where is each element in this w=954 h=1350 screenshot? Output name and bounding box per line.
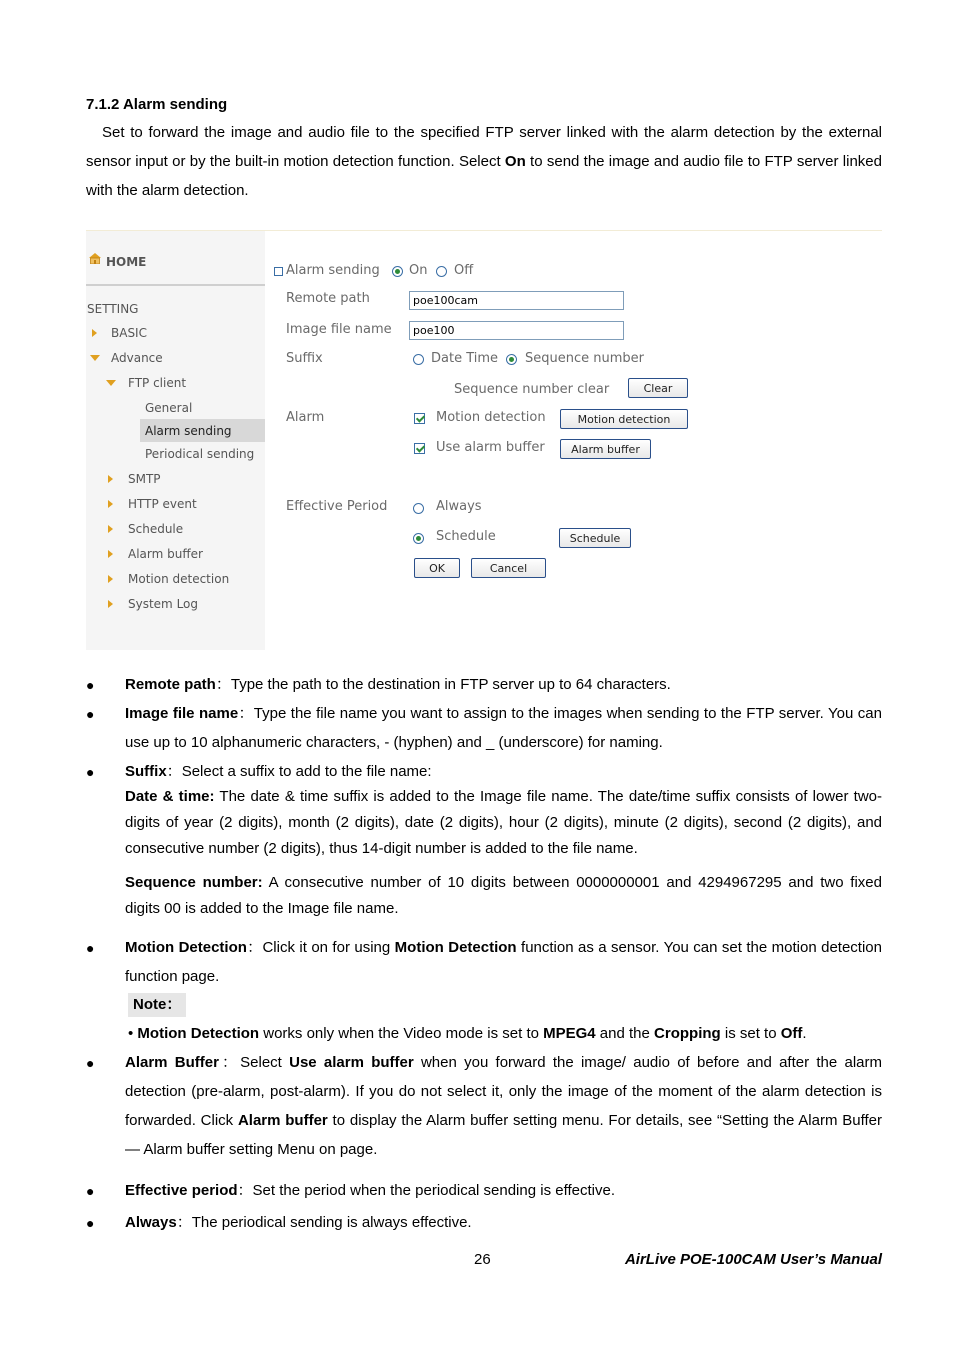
schedule-button[interactable]: Schedule <box>559 528 631 548</box>
settings-sidebar <box>86 231 265 650</box>
sidebar-item-advance[interactable]: Advance <box>111 351 163 365</box>
term: Alarm Buffer <box>125 1054 219 1071</box>
sequence-clear-label: Sequence number clear <box>454 382 610 397</box>
bullet-icon: ● <box>86 940 95 956</box>
expand-arrow-icon <box>108 475 113 483</box>
description-text: A consecutive number of 10 digits between 0000000001 and 4294967295 and two fixed digits 00 is added to the Image file name. <box>125 874 882 917</box>
bullet-icon: ● <box>86 677 95 693</box>
image-file-name-label: Image file name <box>286 322 392 337</box>
bullet-icon: ● <box>86 1055 95 1071</box>
cancel-button[interactable]: Cancel <box>471 558 546 578</box>
term: Effective period <box>125 1182 238 1199</box>
sidebar-home[interactable]: HOME <box>106 255 147 269</box>
effective-schedule-label: Schedule <box>436 529 496 544</box>
intro-paragraph <box>86 118 882 205</box>
separator: ： <box>238 705 254 722</box>
bold-term: Motion Detection <box>394 939 517 956</box>
sidebar-divider <box>86 284 265 286</box>
bullet-icon: ● <box>86 764 95 780</box>
sidebar-item-motion-detection[interactable]: Motion detection <box>128 572 230 586</box>
description-text: Type the path to the destination in FTP server up to 64 characters. <box>230 676 671 693</box>
sequence-number-description <box>125 870 882 922</box>
term: Motion Detection <box>125 939 247 956</box>
note-text <box>128 1019 882 1048</box>
collapse-arrow-icon <box>106 380 116 386</box>
description-text: Type the file name you want to assign to the images when sending to the FTP server. You can use up to 10 alphanumeric characters, - (hyphen) and _ (underscore) for naming. <box>125 705 882 751</box>
expand-arrow-icon <box>108 575 113 583</box>
separator: ： <box>215 676 231 693</box>
page-number: 26 <box>474 1251 491 1268</box>
image-file-name-input[interactable]: poe100 <box>409 321 624 340</box>
sidebar-setting-heading: SETTING <box>87 302 139 316</box>
bold-term: Motion Detection <box>137 1025 260 1042</box>
sidebar-item-general[interactable]: General <box>145 401 193 415</box>
description-text: Select <box>240 1054 290 1071</box>
term: Image file name <box>125 705 239 722</box>
separator: ： <box>237 1182 253 1199</box>
manual-title: AirLive POE-100CAM User’s Manual <box>624 1251 882 1268</box>
expand-arrow-icon <box>92 329 97 337</box>
motion-detection-checkbox[interactable] <box>414 413 425 424</box>
separator: ： <box>176 1214 192 1231</box>
alarm-sending-label: Alarm sending <box>286 263 380 278</box>
date-time-description <box>125 784 882 862</box>
alarm-sending-off-radio[interactable] <box>436 266 447 277</box>
suffix-date-time-radio[interactable] <box>413 354 424 365</box>
intro-text-2: to send the image and audio file to FTP server linked with the alarm detection. <box>86 153 882 199</box>
expand-arrow-icon <box>108 600 113 608</box>
effective-always-label: Always <box>436 499 482 514</box>
note-segment: works only when the Video mode is set to <box>259 1025 544 1042</box>
expand-arrow-icon <box>108 525 113 533</box>
effective-schedule-radio[interactable] <box>413 533 424 544</box>
separator: ： <box>218 1054 241 1071</box>
sidebar-item-alarm-buffer[interactable]: Alarm buffer <box>128 547 203 561</box>
alarm-sending-off-label: Off <box>454 263 474 278</box>
description-text: Set the period when the periodical sending is effective. <box>252 1182 616 1199</box>
note-segment: and the <box>595 1025 655 1042</box>
separator: ： <box>166 763 182 780</box>
note-segment: is set to <box>720 1025 781 1042</box>
bullet-icon: ● <box>86 706 95 722</box>
term: Always <box>125 1214 177 1231</box>
intro-text-1: Set to forward the image and audio file to the specified FTP server linked with the alarm detection by the external sensor input or by the built-in motion detection function. Select <box>86 124 882 170</box>
collapse-arrow-icon <box>90 355 100 361</box>
sidebar-item-ftp-client[interactable]: FTP client <box>128 376 187 390</box>
description-text: to display the Alarm buffer setting menu. For details, see “Setting the Alarm Buffer — Alarm buffer setting Menu on page. <box>125 1112 883 1158</box>
alarm-buffer-description <box>125 1048 882 1164</box>
sidebar-item-basic[interactable]: BASIC <box>111 326 147 340</box>
description-text: Select a suffix to add to the file name: <box>181 763 432 780</box>
motion-detection-description <box>125 933 882 991</box>
sidebar-item-periodical-sending[interactable]: Periodical sending <box>145 447 255 461</box>
section-heading: 7.1.2 Alarm sending <box>86 96 228 113</box>
suffix-label: Suffix <box>286 351 323 366</box>
motion-detection-button[interactable]: Motion detection <box>560 409 688 429</box>
effective-period-description <box>125 1176 882 1205</box>
bold-term: Use alarm buffer <box>289 1054 414 1071</box>
sidebar-item-alarm-sending[interactable]: Alarm sending <box>145 424 232 438</box>
suffix-sequence-number-radio[interactable] <box>506 354 517 365</box>
home-icon <box>88 253 102 264</box>
alarm-sending-on-radio[interactable] <box>392 266 403 277</box>
alarm-buffer-button[interactable]: Alarm buffer <box>560 439 651 459</box>
term: Date & time: <box>125 788 215 805</box>
description-text: when you forward the image/ audio of before and after the alarm detection (pre-alarm, post-alarm). If you do not select it, only the image of the moment of the alarm detection is forwarded. Click <box>125 1054 882 1129</box>
term: Suffix <box>125 763 167 780</box>
use-alarm-buffer-label: Use alarm buffer <box>436 440 545 455</box>
description-text: The periodical sending is always effective. <box>191 1214 472 1231</box>
alarm-label: Alarm <box>286 410 325 425</box>
ok-button[interactable]: OK <box>414 558 460 578</box>
expand-arrow-icon <box>108 550 113 558</box>
note-label: Note： <box>128 993 186 1017</box>
remote-path-input[interactable]: poe100cam <box>409 291 624 310</box>
term: Sequence number: <box>125 874 263 891</box>
clear-button[interactable]: Clear <box>628 378 688 398</box>
term: Remote path <box>125 676 216 693</box>
section-marker-icon <box>274 267 283 276</box>
remote-path-label: Remote path <box>286 291 370 306</box>
image-file-name-description <box>125 699 882 757</box>
sidebar-item-smtp[interactable]: SMTP <box>128 472 161 486</box>
suffix-description <box>125 757 882 786</box>
motion-detection-label: Motion detection <box>436 410 546 425</box>
description-text: Click it on for using <box>262 939 395 956</box>
bold-term: Alarm buffer <box>237 1112 328 1129</box>
sidebar-item-schedule[interactable]: Schedule <box>128 522 184 536</box>
suffix-sequence-number-label: Sequence number <box>525 351 644 366</box>
bullet-icon: ● <box>86 1215 95 1231</box>
effective-period-label: Effective Period <box>286 499 388 514</box>
bold-term: Cropping <box>654 1025 721 1042</box>
sidebar-item-system-log[interactable]: System Log <box>128 597 198 611</box>
sidebar-item-http-event[interactable]: HTTP event <box>128 497 197 511</box>
expand-arrow-icon <box>108 500 113 508</box>
intro-on-term: On <box>504 153 526 170</box>
bullet-icon: ● <box>86 1183 95 1199</box>
remote-path-description <box>125 670 882 699</box>
use-alarm-buffer-checkbox[interactable] <box>414 443 425 454</box>
effective-always-radio[interactable] <box>413 503 424 514</box>
note-segment: . <box>802 1025 807 1042</box>
suffix-date-time-label: Date Time <box>431 351 499 366</box>
alarm-sending-on-label: On <box>409 263 428 278</box>
bold-term: MPEG4 <box>543 1025 596 1042</box>
note-bullet: • <box>128 1025 138 1042</box>
bold-term: Off <box>780 1025 803 1042</box>
description-text: The date & time suffix is added to the Image file name. The date/time suffix consists of lower two-digits of year (2 digits), month (2 digits), date (2 digits), hour (2 digits), minute (2 digits), second (2 digits), and consecutive number (2 digits), thus 14-digit number is added to the file name. <box>125 788 882 857</box>
description-text: function as a sensor. You can set the motion detection function page. <box>125 939 882 985</box>
separator: ： <box>246 939 263 956</box>
settings-screenshot <box>86 230 882 650</box>
always-description <box>125 1208 882 1237</box>
